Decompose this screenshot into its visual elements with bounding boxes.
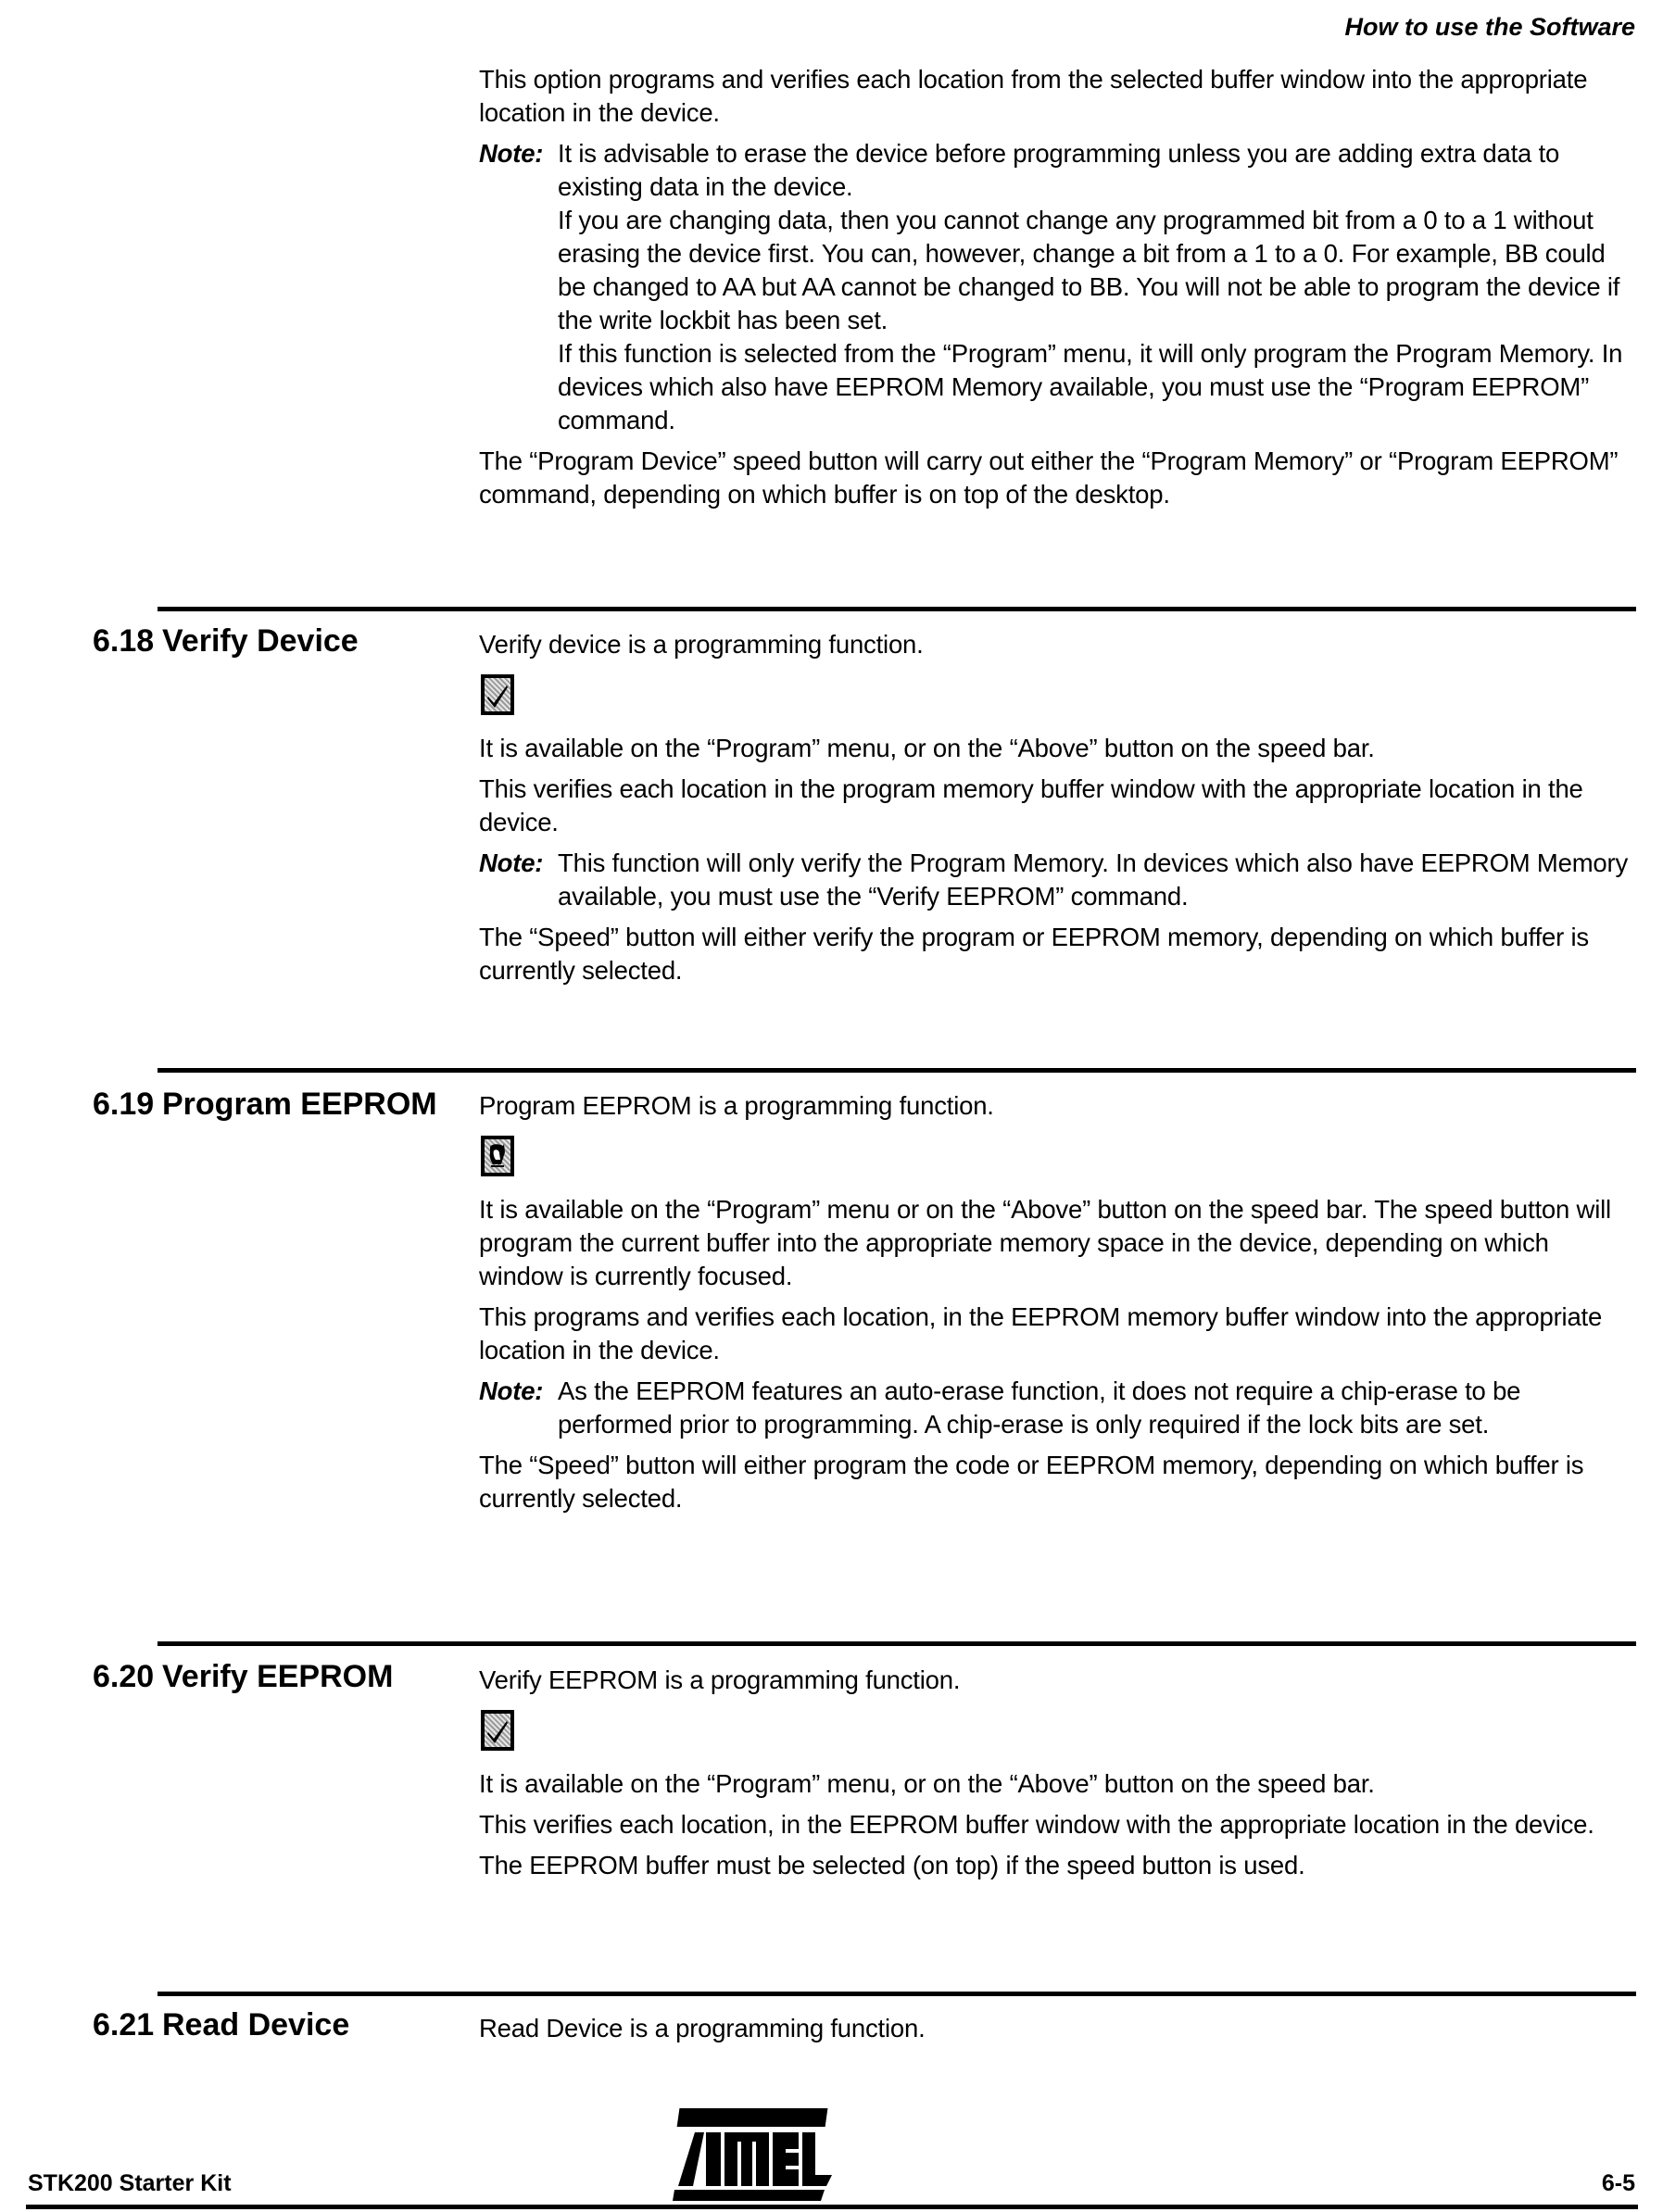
checkmark-icon[interactable] xyxy=(481,674,514,715)
section-title: Verify EEPROM xyxy=(162,1659,394,1694)
atmel-logo xyxy=(665,2105,841,2202)
intro-note xyxy=(479,137,1639,437)
section-paragraph: It is available on the “Program” menu or on the “Above” button on the speed bar. The speed button will program the current buffer into the appropriate memory space in the device, depending on which window is currently focused. xyxy=(479,1195,1611,1290)
section-note xyxy=(479,847,1639,913)
section-number: 6.18 xyxy=(93,623,155,659)
intro-paragraph: The “Program Device” speed button will carry out either the “Program Memory” or “Program EEPROM” command, depending on which buffer is on top of the desktop. xyxy=(479,446,1619,509)
page-number: 6-5 xyxy=(1601,2170,1635,2196)
footer-product-name: STK200 Starter Kit xyxy=(28,2170,232,2196)
section-paragraph: This programs and verifies each location, in the EEPROM memory buffer window into the appropriate location in the device. xyxy=(479,1302,1603,1364)
section-rule xyxy=(157,1068,1636,1073)
section-rule xyxy=(157,1641,1636,1646)
section-number: 6.20 xyxy=(93,1659,155,1694)
intro-block xyxy=(479,63,1639,519)
hand-write-icon[interactable] xyxy=(481,1136,514,1176)
note-body xyxy=(558,137,1639,437)
section-paragraph: This verifies each location, in the EEPROM buffer window with the appropriate location in the device. xyxy=(479,1810,1594,1839)
note-line: It is advisable to erase the device before programming unless you are adding extra data to existing data in the device. xyxy=(558,139,1560,201)
section-lead: Program EEPROM is a programming function. xyxy=(479,1091,994,1120)
section-number: 6.19 xyxy=(93,1087,155,1122)
section-title: Program EEPROM xyxy=(162,1087,437,1122)
note-body: As the EEPROM features an auto-erase function, it does not require a chip-erase to be performed prior to programming. A chip-erase is only required if the lock bits are set. xyxy=(558,1376,1521,1439)
section-paragraph: The EEPROM buffer must be selected (on top) if the speed button is used. xyxy=(479,1851,1305,1879)
section-title: Read Device xyxy=(162,2007,350,2042)
note-label: Note: xyxy=(479,1376,544,1405)
section-lead: Verify device is a programming function. xyxy=(479,630,924,659)
section-body-verify-eeprom xyxy=(479,1664,1639,1890)
section-lead: Read Device is a programming function. xyxy=(479,2014,926,2042)
section-rule xyxy=(157,1992,1636,1996)
running-head: How to use the Software xyxy=(1344,13,1635,41)
note-line: If you are changing data, then you cannot change any programmed bit from a 0 to a 1 without erasing the device first. You can, however, change a bit from a 1 to a 0. For example, BB could be changed to AA but AA cannot be changed to BB. You will not be able to program the device if the write lockbit has been set. xyxy=(558,206,1620,334)
section-lead: Verify EEPROM is a programming function. xyxy=(479,1665,961,1694)
section-paragraph: This verifies each location in the program memory buffer window with the appropriate location in the device. xyxy=(479,774,1583,836)
note-body: This function will only verify the Program Memory. In devices which also have EEPROM Memory available, you must use the “Verify EEPROM” command. xyxy=(558,848,1629,911)
checkmark-icon[interactable] xyxy=(481,1710,514,1751)
section-paragraph: The “Speed” button will either verify the program or EEPROM memory, depending on which buffer is currently selected. xyxy=(479,923,1589,985)
note-label: Note: xyxy=(479,139,544,168)
section-paragraph: It is available on the “Program” menu, or on the “Above” button on the speed bar. xyxy=(479,734,1375,762)
note-label: Note: xyxy=(479,848,544,877)
section-body-read-device xyxy=(479,2012,1639,2053)
note-line: If this function is selected from the “Program” menu, it will only program the Program Memory. In devices which also have EEPROM Memory available, you must use the “Program EEPROM” command. xyxy=(558,339,1623,434)
section-paragraph: The “Speed” button will either program the code or EEPROM memory, depending on which buffer is currently selected. xyxy=(479,1451,1584,1513)
section-rule xyxy=(157,607,1636,611)
section-note xyxy=(479,1375,1639,1441)
section-body-program-eeprom xyxy=(479,1089,1639,1523)
footer-rule xyxy=(26,2205,1638,2209)
section-number: 6.21 xyxy=(93,2007,155,2042)
section-body-verify-device xyxy=(479,628,1639,995)
intro-paragraph: This option programs and verifies each location from the selected buffer window into the appropriate location in the device. xyxy=(479,65,1588,127)
section-paragraph: It is available on the “Program” menu, or on the “Above” button on the speed bar. xyxy=(479,1769,1375,1798)
section-title: Verify Device xyxy=(162,623,359,659)
